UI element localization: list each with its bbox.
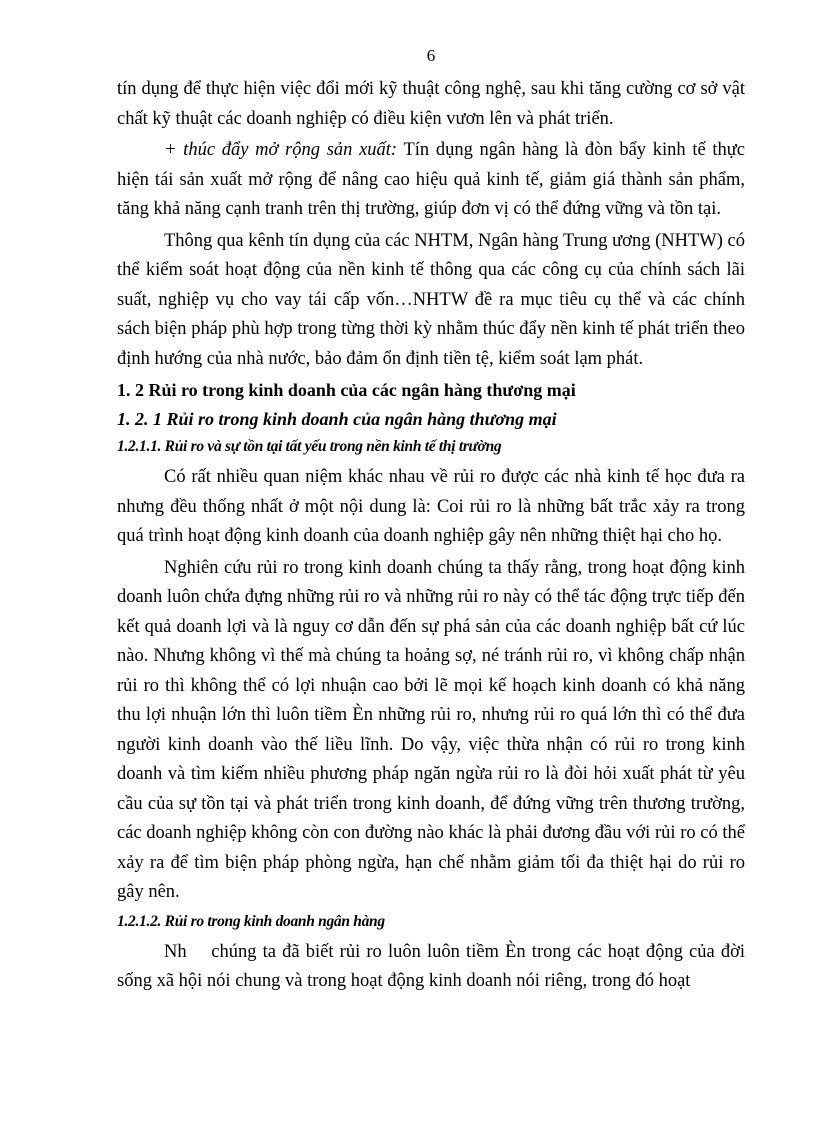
paragraph-credit-tech: tín dụng để thực hiện việc đổi mới kỹ thuật công nghệ, sau khi tăng cường cơ sở vật chất kỹ thuật các doanh nghiệp có điều kiện vươn lên và phát triển.	[117, 79, 745, 129]
paragraph-central-bank: Thông qua kênh tín dụng của các NHTM, Ngân hàng Trung ương (NHTW) có thể kiểm soát hoạt động của nền kinh tế thông qua các công cụ của chính sách lãi suất, nghiệp vụ cho vay tái cấp vốn…NHTW đề ra mục tiêu cụ thể và các chính sách biện pháp phù hợp trong từng thời kỳ nhằm thúc đẩy nền kinh tế phát triển theo định hướng của nhà nước, bảo đảm ổn định tiền tệ, kiểm soát lạm phát.	[117, 230, 745, 369]
paragraph-lead-italic: + thúc đẩy mở rộng sản xuất:	[164, 140, 398, 160]
paragraph-body: Tín dụng ngân hàng là đòn bẩy kinh tế thực hiện tái sản xuất mở rộng để nâng cao hiệu quả kinh tế, giảm giá thành sản phẩm, tăng khả năng cạnh tranh trên thị trường, giúp đơn vị có thể đứng vững và tồn tại.	[117, 140, 745, 219]
section-heading-1-2-1-2: 1.2.1.2. Rủi ro trong kinh doanh ngân hàng	[117, 912, 385, 930]
section-heading-1-2-1: 1. 2. 1 Rủi ro trong kinh doanh của ngân hàng thương mại	[117, 409, 557, 429]
section-heading-1-2-1-1: 1.2.1.1. Rủi ro và sự tồn tại tất yếu trong nền kinh tế thị trường	[117, 438, 502, 455]
paragraph-production-expansion	[117, 136, 745, 225]
paragraph-banking-risk: Nh chúng ta đã biết rủi ro luôn luôn tiềm Èn trong các hoạt động của đời sống xã hội nói chung và trong hoạt động kinh doanh nói riêng, trong đó hoạt	[117, 941, 750, 991]
paragraph-risk-definition: Có rất nhiều quan niệm khác nhau về rủi ro được các nhà kinh tế học đưa ra nhưng đều thống nhất ở một nội dung là: Coi rủi ro là những bất trắc xảy ra trong quá trình hoạt động kinh doanh của doanh nghiệp gây nên những thiệt hại cho họ.	[117, 467, 745, 546]
document-page	[117, 42, 750, 999]
page-number: 6	[426, 46, 436, 65]
section-heading-1-2: 1. 2 Rủi ro trong kinh doanh của các ngân hàng thương mại	[117, 380, 576, 400]
paragraph-risk-research: Nghiên cứu rủi ro trong kinh doanh chúng ta thấy rằng, trong hoạt động kinh doanh luôn chứa đựng những rủi ro và những rủi ro này có thể tác động trực tiếp đến kết quả doanh lợi và là nguy cơ dẫn đến sự phá sản của các doanh nghiệp bất cứ lúc nào. Nhưng không vì thế mà chúng ta hoảng sợ, né tránh rủi ro, vì không chấp nhận rủi ro thì không thể có lợi nhuận cao bởi lẽ mọi kế hoạch kinh doanh có khả năng thu lợi nhuận lớn thì luôn tiềm Èn những rủi ro, nhưng rủi ro quá lớn thì có thể đưa người kinh doanh vào thế liều lĩnh. Do vậy, việc thừa nhận có rủi ro trong kinh doanh và tìm kiếm nhiều phương pháp ngăn ngừa rủi ro là đòi hỏi xuất phát từ yêu cầu của sự tồn tại và phát triển trong kinh doanh, để đứng vững trên thương trường, các doanh nghiệp không còn con đường nào khác là phải đương đầu với rủi ro có thể xảy ra để tìm biện pháp phòng ngừa, hạn chế nhằm giảm tối đa thiệt hại do rủi ro gây nên.	[117, 557, 745, 902]
